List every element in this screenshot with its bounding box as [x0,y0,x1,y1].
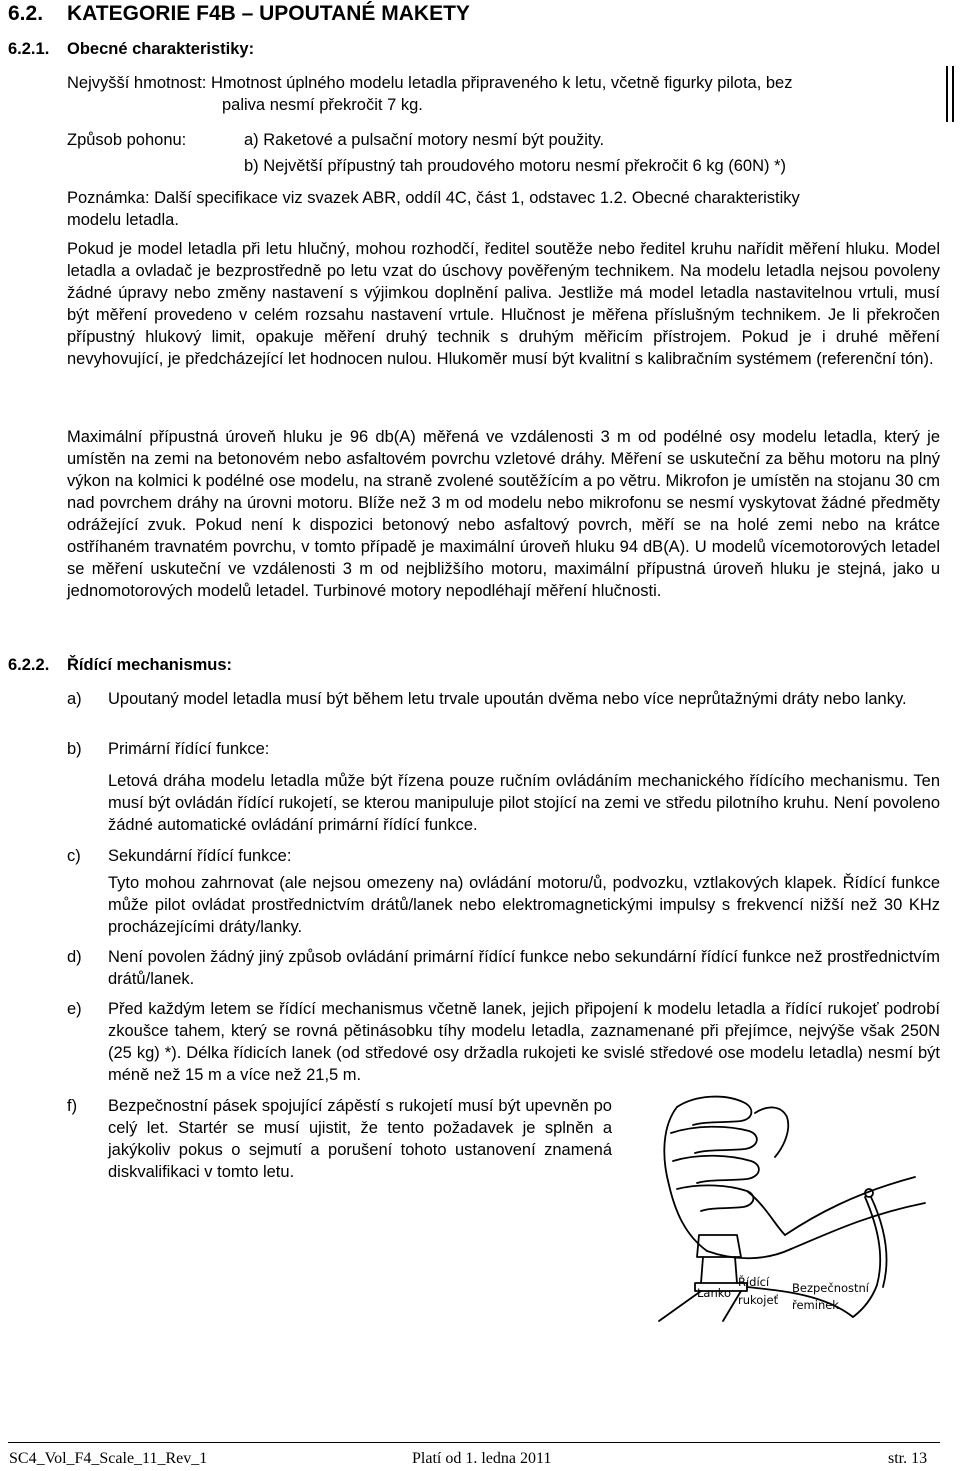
item-a-letter: a) [67,690,82,708]
section-title: KATEGORIE F4B – UPOUTANÉ MAKETY [67,2,470,25]
footer-doc-id: SC4_Vol_F4_Scale_11_Rev_1 [9,1450,208,1467]
label-ridici: Řídící [738,1275,770,1289]
item-f-text: Bezpečnostní pásek spojující zápěstí s rukojetí musí být upevněn po celý let. Startér se musí ujistit, že tento požadavek je splněn a jakýkoliv pokus o sejmutí a porušení tohoto ustanovení znamená diskvalifikaci v tomto letu. [108,1097,612,1181]
footer-rule [8,1442,940,1443]
change-bar-right [952,66,954,122]
item-d-text: Není povolen žádný jiný způsob ovládání primární řídící funkce nebo sekundární řídící funkce než prostřednictvím drátů/lanek. [108,948,940,988]
subsection-title: Obecné charakteristiky: [67,40,255,58]
footer-page-number: str. 13 [888,1450,928,1467]
footer-valid-from: Platí od 1. ledna 2011 [412,1450,552,1467]
item-b-title: Primární řídící funkce: [108,740,270,758]
noise-paragraph-1: Pokud je model letadla při letu hlučný, mohou rozhodčí, ředitel soutěže nebo ředitel kruhu nařídit měření hluku. Model letadla a ovladač je bezprostředně po letu vzat do úschovy pověřeným technikem. Na modelu letadla nejsou povoleny žádné úpravy nebo změny nastavení s výjimkou doplnění paliva. Jestliže má model letadla nastavitelnou vrtuli, musí být měření provedeno v celém rozsahu nastavení vrtule. Hlučnost je měřena příslušným technikem. Je li překročen přípustný hlukový limit, opakuje měření druhý technik s druhým měřicím přístrojem. Pokud je i druhé měření nevyhovující, je předcházející let hodnocen nulou. Hlukoměr musí být kvalitní s kalibračním systémem (referenční tón). [67,240,940,368]
note-line-2: modelu letadla. [67,211,179,229]
max-weight-line-2: paliva nesmí překročit 7 kg. [222,96,423,114]
item-e-text: Před každým letem se řídící mechanismus včetně lanek, jejich připojení k modelu letadla a řídící rukojeť podrobí zkoušce tahem, který se rovná pětinásobku tíhy modelu letadla, zaznamenané při přejímce, nejvýše však 250N (25 kg) *). Délka řídicích lanek (od středové osy držadla rukojeti ke svislé středové ose modelu letadla) nesmí být méně než 15 m a více než 21,5 m. [108,1000,940,1084]
noise-paragraph-2: Maximální přípustná úroveň hluku je 96 db(A) měřená ve vzdálenosti 3 m od podélné osy modelu letadla, který je umístěn na zemi na betonovém nebo asfaltovém povrchu vzletové dráhy. Měření se uskuteční za běhu motoru na plný výkon na kolmici k podélné ose modelu, na straně zvolené soutěžícím a po větru. Mikrofon je umístěn na stojanu 30 cm nad povrchem dráhy na úrovni motoru. Blíže než 3 m od modelu nebo mikrofonu se nesmí vyskytovat žádné předměty odrážející zvuk. Pokud není k dispozici betonový nebo asfaltový povrch, měří se na holé zemi nebo na krátce ostříhaném travnatém povrchu, v tomto případě je maximální úroveň hluku 94 dB(A). U modelů vícemotorových letadel se měření uskuteční ve vzdálenosti 3 m od nejbližšího motoru, maximální přípustná úroveň hluku je stejná, jako u jednomotorových modelů letadel. Turbinové motory nepodléhají měření hlučnosti. [67,428,940,600]
item-e-letter: e) [67,1000,82,1018]
item-c-title: Sekundární řídící funkce: [108,847,292,865]
item-f-letter: f) [67,1097,78,1115]
item-a-text: Upoutaný model letadla musí být během letu trvale upoután dvěma nebo více neprůtažnými dráty nebo lanky. [108,690,907,708]
max-weight-line-1: Nejvyšší hmotnost: Hmotnost úplného modelu letadla připraveného k letu, včetně figurky pilota, bez [67,74,793,92]
item-b-body: Letová dráha modelu letadla může být řízena pouze ručním ovládáním mechanického řídícího mechanismu. Ten musí být ovládán řídící rukojetí, se kterou manipuluje pilot stojící na zemi ve středu pilotního kruhu. Není povoleno žádné automatické ovládání primární řídící funkce. [108,772,940,834]
propulsion-item-b: b) Největší přípustný tah proudového motoru nesmí překročit 6 kg (60N) *) [244,157,786,175]
item-b-letter: b) [67,740,82,758]
item-c-letter: c) [67,847,81,865]
hand-handle-illustration [615,1085,935,1325]
label-rukojet: rukojeť [738,1293,779,1307]
label-reminek: řeminek [792,1298,839,1312]
section-number: 6.2. [8,2,44,25]
note-line-1: Poznámka: Další specifikace viz svazek ABR, oddíl 4C, část 1, odstavec 1.2. Obecné charakteristiky [67,189,800,207]
label-bezpecnostni: Bezpečnostní [792,1281,870,1295]
propulsion-label: Způsob pohonu: [67,131,187,149]
propulsion-item-a: a) Raketové a pulsační motory nesmí být použity. [244,131,605,149]
subsection-2-number: 6.2.2. [8,656,50,674]
item-d-letter: d) [67,948,82,966]
change-bar-left [946,66,948,122]
subsection-number: 6.2.1. [8,40,50,58]
item-c-body: Tyto mohou zahrnovat (ale nejsou omezeny na) ovládání motoru/ů, podvozku, vztlakových klapek. Řídící funkce může pilot ovládat prostřednictvím drátů/lanek nebo elektromagnetickými impulsy s frekvencí nižší než 30 KHz procházejícími dráty/lanky. [108,874,940,936]
subsection-2-title: Řídící mechanismus: [67,656,233,674]
label-lanko: Lanko [697,1286,732,1300]
